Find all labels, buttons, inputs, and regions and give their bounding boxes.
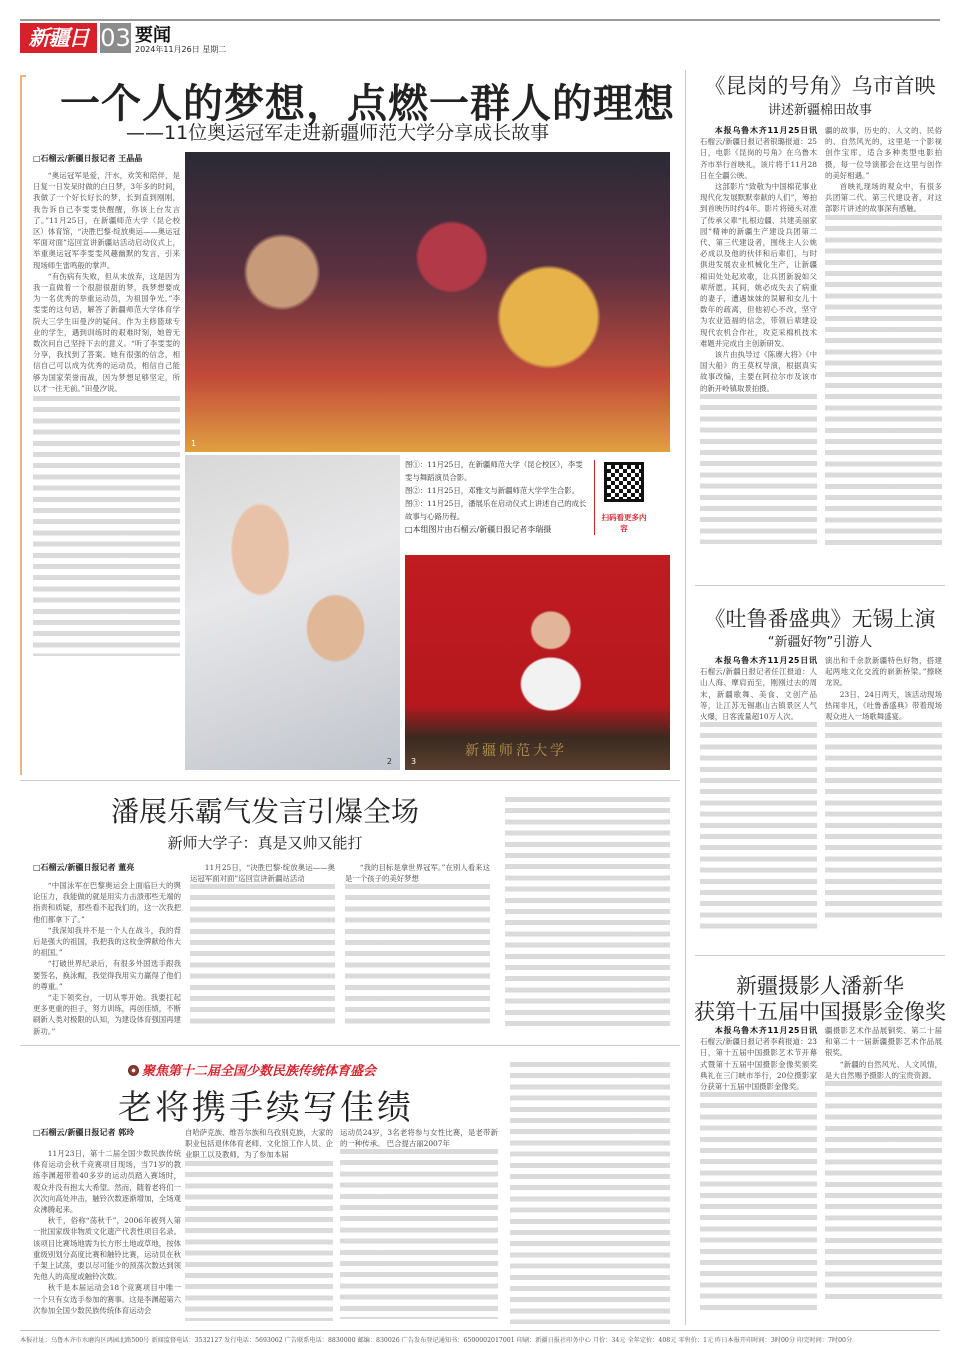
- photo-li-wenwen-with-dancers: [185, 152, 670, 452]
- photo-pan-zhanle-speaking: [405, 555, 670, 770]
- paragraph: “奥运冠军是爱，汗水，欢笑和陪伴，是日复一日发呆时做的白日梦，3年多的时间，我做了一个好长好长的梦，长到直到刚刚，我告诉自己李雯雯快醒醒，你该上台发言了。”11月25日，在新疆师范大学（昆仑校区）体育馆，“决胜巴黎·绽放奥运——奥运冠军面对面”巡回宣讲新疆站活动启动仪式上，举重奥运冠军李雯雯风趣幽默的发言，引来现场师生雷鸣般的掌声。: [33, 171, 180, 270]
- paragraph: 自哈萨克族、维吾尔族和乌孜别克族，大家的职业包括退休体育老师、文化馆工作人员、企业职工以及教师。为了参加本届: [185, 1128, 333, 1160]
- turpan-subheadline: “新疆好物”引游人: [767, 635, 873, 650]
- photo-award-headline-1: 新疆摄影人潘新华: [736, 974, 904, 998]
- section-title: 要闻: [135, 25, 171, 46]
- pan-headline: 潘展乐霸气发言引爆全场: [110, 795, 419, 828]
- paragraph: 首映礼现场的观众中，有很多兵团第二代、第三代建设者，对这部影片讲述的故事深有感触。: [825, 182, 942, 214]
- text-block: [340, 1149, 498, 1319]
- text-block: [185, 1161, 333, 1321]
- paragraph: 石榴云/新疆日报记者李莉报道：23日，第十五届中国摄影艺术节开幕式暨第十五届中国摄影金像奖颁奖典礼在三门峡市举行，20位摄影家分获第十五届中国摄影金像奖。: [700, 1037, 817, 1092]
- podium-lettering: 新疆师范大学: [465, 743, 567, 759]
- banner-text: 聚焦第十二届全国少数民族传统体育盛会: [142, 1064, 377, 1079]
- paragraph: 这部影片“致敬为中国棉花事业现代化发展默默奉献的人们”，筹拍到首映历时约4年。影片将镜头对准了传承父辈“扎根边疆、共建美丽家园”精神的新疆生产建设兵团第二代、第三代建设者，围绕主人公姚必成以及他的伙伴和后辈们，与时俱进发展农业机械化生产，让新疆棉田处处起欢歌，让兵团新貌如父辈所愿。其间，姚必成失去了病重的妻子，遭遇妹妹的误解和女儿十数年的疏离，但他初心不改，坚守为农业造福的信念，带领后辈建设现代农机合作社，攻克采棉机技术难题并完成自主创新研发。: [700, 182, 817, 348]
- text-block: [33, 396, 180, 656]
- paragraph: “走下领奖台，一切从零开始。我要扛起更多更重的担子，努力训练，再创佳绩，不断刷新人类对极限的认知，为建设体育强国再建新功。”: [33, 993, 181, 1036]
- paragraph: “有伤病有失败，但从未放弃，这是因为我一直做着一个很甜很甜的梦，我梦想要成为一名优秀的举重运动员，为祖国争光。”李雯雯的这句话，解答了新疆师范大学体育学院大三学生田曼汐的疑问。作为主修篮球专业的学生，遇到训练时的艰难时刻，她曾无数次问自己坚持下去的意义。“听了李雯雯的分享，我找到了答案。她有很强的信念，相信自己可以成为优秀的运动员，相信自己能够为国家荣誉而战，因为梦想足够坚定，所以才一往无前。”田曼汐说。: [33, 271, 180, 393]
- paragraph: “打破世界纪录后，有很多外国选手跟我要签名，换泳帽，我觉得我用实力赢得了他们的尊重。”: [33, 959, 181, 991]
- pan-body-col3: [345, 862, 490, 1030]
- pan-body-col1: [33, 880, 181, 1036]
- photo-number: 2: [386, 757, 392, 766]
- paragraph: “我深知我并不是一个人在战斗，我的背后是强大的祖国，我把我的这枚金牌献给伟大的祖国。”: [33, 925, 181, 958]
- footer-info: 本报社址：乌鲁木齐市水磨沟区鸿园北路500号 新闻监督电话：3532127 发行电话：5693062 广告联系电话：8830000 邮编：830026 广告发布登记通知书：6500002017001 印刷：新疆日报社印务中心 月价：34元 全年定价：408元 零售价：1元 昨日本报开印时间：3时00分 印完时间：7时00分: [20, 1337, 853, 1344]
- paragraph: 疆摄影艺术作品展铜奖、第二十届和第二十一届新疆摄影艺术作品展银奖。: [825, 1026, 942, 1058]
- pan-subheadline: 新师大学子：真是又帅又能打: [167, 834, 363, 852]
- paragraph: 石榴云/新疆日报记者任江报道：人山人海、摩肩而至，刚刚过去的周末，新疆歌舞、美食、文创产品等，让江苏无锡惠山古镇景区人气火爆，日客流量超10万人次。: [700, 667, 817, 722]
- section-divider: [695, 585, 945, 586]
- section-divider: [20, 1045, 680, 1046]
- paragraph: 11月23日，第十二届全国少数民族传统体育运动会秋千竞赛项目现场，当71岁的教练李渊超带着40多岁的运动员踏入赛场时，观众并没有抱太大希望。然而，随着老将们一次次向高处冲击，触铃次数逐渐增加，全场观众沸腾起来。: [33, 1149, 181, 1215]
- paragraph: 秋千是本届运动会18个竞赛项目中唯一一个只有女选手参加的赛事。这是李渊超第六次参加全国少数民族传统体育运动会: [33, 1283, 181, 1315]
- photo-deng-yawen-with-students: [185, 455, 400, 770]
- photo-award-body-col1: [700, 1025, 817, 1323]
- pan-body-col2: [190, 862, 335, 1030]
- paragraph: 石榴云/新疆日报记者银璐报道：25日，电影《昆岗的号角》在乌鲁木齐市举行首映礼，该片将于11月28日在全疆公映。: [700, 137, 817, 180]
- paragraph: 演出和千余款新疆特色好物，搭建起两地文化交流的崭新桥梁。”擦晓龙说。: [825, 656, 942, 688]
- photo-captions: [405, 458, 590, 535]
- elders-headline: 老将携手续写佳绩: [118, 1088, 414, 1128]
- photo-award-headline-2: 获第十五届中国摄影金像奖: [694, 1000, 946, 1024]
- film-body-col1: [700, 125, 817, 550]
- paragraph: “我的目标是拿世界冠军。”在别人看来这是一个孩子的美好梦想: [345, 863, 490, 884]
- elders-body-col4: [510, 1062, 670, 1324]
- lead-subheadline: ——11位奥运冠军走进新疆师范大学分享成长故事: [126, 122, 550, 144]
- text-block: [825, 215, 942, 545]
- qr-code[interactable]: [604, 462, 644, 502]
- issue-date: 2024年11月26日 星期二: [135, 45, 227, 54]
- page-number: 03: [100, 24, 131, 52]
- text-block: [700, 722, 817, 932]
- section-divider: [695, 955, 945, 956]
- film-subheadline: 讲述新疆棉田故事: [767, 103, 872, 118]
- pan-body-col4: [505, 797, 670, 1029]
- caption-divider: [594, 460, 595, 535]
- elders-body-col3: [340, 1127, 498, 1323]
- text-block: [825, 722, 942, 922]
- column-divider: [685, 70, 686, 1325]
- lead-byline: □石榴云/新疆日报记者 王晶晶: [33, 154, 143, 163]
- dateline: 本报乌鲁木齐11月25日讯: [714, 126, 817, 135]
- film-body-col2: [825, 125, 942, 550]
- paragraph: “中国泳军在巴黎奥运会上面临巨大的舆论压力，我能做的就是用实力击溃那些无端的指责和质疑，那些看不起我们的，这一次我把他们都拿下了。”: [33, 881, 181, 924]
- lead-body: [33, 170, 180, 770]
- text-block: [345, 884, 490, 1024]
- text-block: [700, 1092, 817, 1312]
- caption: 图③：11月25日，潘展乐在启动仪式上讲述自己的成长故事与心路历程。: [405, 499, 587, 521]
- text-block: [190, 884, 335, 1024]
- paragraph: 运动员24岁，3名老将参与女性比赛，是老带新的一种传承。 巴合提古丽2007年: [340, 1128, 498, 1149]
- turpan-body-col2: [825, 655, 942, 945]
- turpan-body-col1: [700, 655, 817, 945]
- paragraph: 11月25日，“决胜巴黎·绽放奥运——奥运冠军面对面”巡回宣讲新疆站活动: [190, 863, 335, 884]
- paragraph: “新疆的自然风光、人文风情，是大自然赐予摄影人的宝贵资源。: [825, 1059, 942, 1080]
- paragraph: 该片由执导过《陈赓大将》《中国大船》的王莫权导演，根据真实故事改编，主要在阿拉尔市及该市的新开岭镇取景拍摄。: [700, 350, 817, 393]
- caption: 图①：11月25日，在新疆师范大学（昆仑校区），李雯雯与舞蹈演员合影。: [405, 460, 583, 482]
- section-divider: [20, 780, 680, 781]
- text-block: [700, 394, 817, 544]
- dateline: 本报乌鲁木齐11月25日讯: [714, 1026, 817, 1035]
- text-block: [825, 1081, 942, 1301]
- elders-body-col2: [185, 1127, 333, 1323]
- photo-award-body-col2: [825, 1025, 942, 1323]
- topic-banner: [128, 1060, 376, 1079]
- paragraph: 23日、24日两天，该活动现场热闹非凡，《吐鲁番盛典》带着现场观众进入一场歌舞盛宴。: [825, 689, 942, 722]
- paragraph: 秋千，俗称“荡秋千”，2006年被列入第一批国家级非物质文化遗产代表性项目名录。该项目比赛场地需为长方形土地或草地，按体重级别划分高度比赛和触铃比赛，运动员在秋千架上试荡，要以尽可能少的预荡次数达到领先他人的高度或触铃次数。: [33, 1216, 181, 1282]
- film-headline: 《昆岗的号角》乌市首映: [704, 74, 936, 98]
- elders-byline: □石榴云/新疆日报记者 郭玲: [33, 1128, 135, 1137]
- turpan-headline: 《吐鲁番盛典》无锡上演: [704, 607, 936, 631]
- paragraph: 疆的故事，历史的、人文的、民俗的、自然风光的，这里是一个影视创作宝库，适合多种类型电影拍摄，每一位导演都会在这里与创作的美好相遇。”: [825, 126, 942, 180]
- caption: 图②：11月25日，邓雅文与新疆师范大学学生合影。: [405, 486, 580, 495]
- photo-credit: □本组图片由石榴云/新疆日报记者李瑞摄: [405, 525, 552, 534]
- newspaper-logo: 新疆日报: [20, 23, 97, 53]
- photo-number: 3: [411, 757, 417, 766]
- qr-label: 扫码看更多内容: [601, 513, 647, 533]
- lead-headline: 一个人的梦想，点燃一群人的理想: [60, 81, 675, 127]
- pan-byline: □石榴云/新疆日报记者 董亮: [33, 863, 135, 872]
- footer-rule: [20, 1330, 940, 1331]
- banner-bullet-icon: [128, 1065, 139, 1076]
- elders-body-col1: [33, 1148, 181, 1323]
- photo-number: 1: [191, 439, 197, 448]
- dateline: 本报乌鲁木齐11月25日讯: [714, 656, 817, 665]
- lead-bracket: [20, 75, 26, 775]
